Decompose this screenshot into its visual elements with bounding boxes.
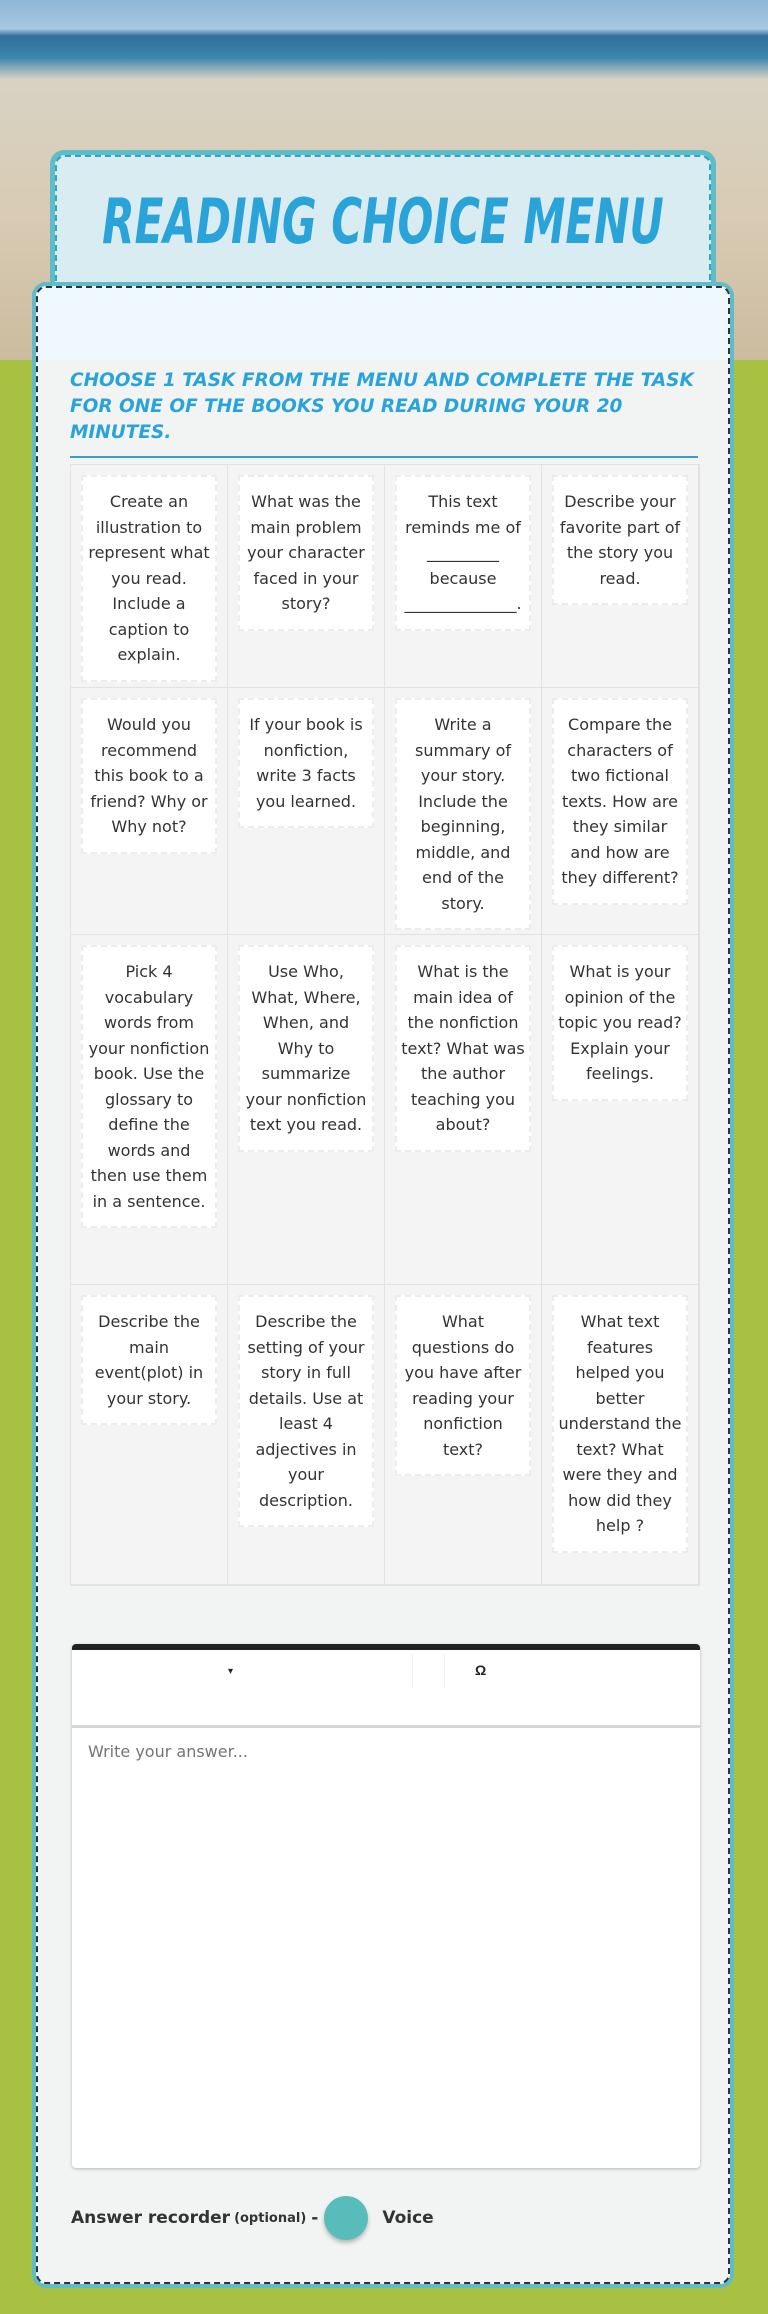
table-cell <box>228 1285 385 1585</box>
main-card-inner <box>36 286 730 2284</box>
answer-input[interactable] <box>72 1728 700 2158</box>
menu-task-card: What text features helped you better understand the text? What were they and how did they help ? <box>552 1295 688 1553</box>
menu-task-card: If your book is nonfiction, write 3 facts you learned. <box>238 698 374 828</box>
toolbar-divider <box>444 1654 445 1688</box>
table-cell <box>385 935 542 1285</box>
table-cell <box>228 935 385 1285</box>
menu-task-card: Create an illustration to represent what you read. Include a caption to explain. <box>81 475 217 682</box>
menu-task-card: What is the main idea of the nonfiction text? What was the author teaching you about? <box>395 945 531 1152</box>
table-cell <box>542 688 699 935</box>
menu-task-card: Write a summary of your story. Include the beginning, middle, and end of the story. <box>395 698 531 930</box>
table-cell <box>385 1285 542 1585</box>
header-band <box>38 288 728 360</box>
record-voice-button[interactable] <box>324 2196 368 2240</box>
menu-task-card: Describe your favorite part of the story you read. <box>552 475 688 605</box>
table-cell <box>542 935 699 1285</box>
table-cell <box>385 465 542 688</box>
recorder-dash: - <box>311 2208 319 2228</box>
instructions: CHOOSE 1 TASK FROM THE MENU AND COMPLETE THE TASK FOR ONE OF THE BOOKS YOU READ DURING YOUR 20 MINUTES. <box>70 368 698 458</box>
menu-task-card: What was the main problem your character faced in your story? <box>238 475 374 631</box>
menu-task-card: Use Who, What, Where, When, and Why to summarize your nonfiction text you read. <box>238 945 374 1152</box>
special-character-button[interactable]: Ω <box>475 1662 487 1678</box>
menu-task-card: This text reminds me of _________ because ______________. <box>395 475 531 631</box>
recorder-optional: (optional) <box>234 2210 307 2226</box>
answer-recorder <box>71 2196 434 2240</box>
table-cell <box>228 465 385 688</box>
menu-task-card: What is your opinion of the topic you read? Explain your feelings. <box>552 945 688 1101</box>
table-cell <box>71 688 228 935</box>
table-cell <box>71 935 228 1285</box>
table-cell <box>71 1285 228 1585</box>
menu-task-card: Compare the characters of two fictional texts. How are they similar and how are they different? <box>552 698 688 905</box>
editor-toolbar <box>72 1650 700 1728</box>
answer-editor <box>72 1644 700 2168</box>
main-card <box>32 282 734 2288</box>
voice-label: Voice <box>382 2208 434 2228</box>
menu-task-card: What questions do you have after reading your nonfiction text? <box>395 1295 531 1476</box>
toolbar-divider <box>412 1654 413 1688</box>
table-cell <box>228 688 385 935</box>
menu-task-card: Pick 4 vocabulary words from your nonfiction book. Use the glossary to define the words and then use them in a sentence. <box>81 945 217 1228</box>
table-cell <box>385 688 542 935</box>
menu-task-card: Describe the main event(plot) in your story. <box>81 1295 217 1425</box>
page-title: READING CHOICE MENU <box>102 185 664 258</box>
format-dropdown-caret-icon[interactable]: ▾ <box>228 1666 234 1677</box>
table-cell <box>542 465 699 688</box>
recorder-label: Answer recorder <box>71 2208 231 2228</box>
table-cell <box>542 1285 699 1585</box>
table-cell <box>71 465 228 688</box>
menu-task-card: Describe the setting of your story in full details. Use at least 4 adjectives in your description. <box>238 1295 374 1527</box>
choice-menu-table <box>70 464 700 1586</box>
menu-task-card: Would you recommend this book to a friend? Why or Why not? <box>81 698 217 854</box>
